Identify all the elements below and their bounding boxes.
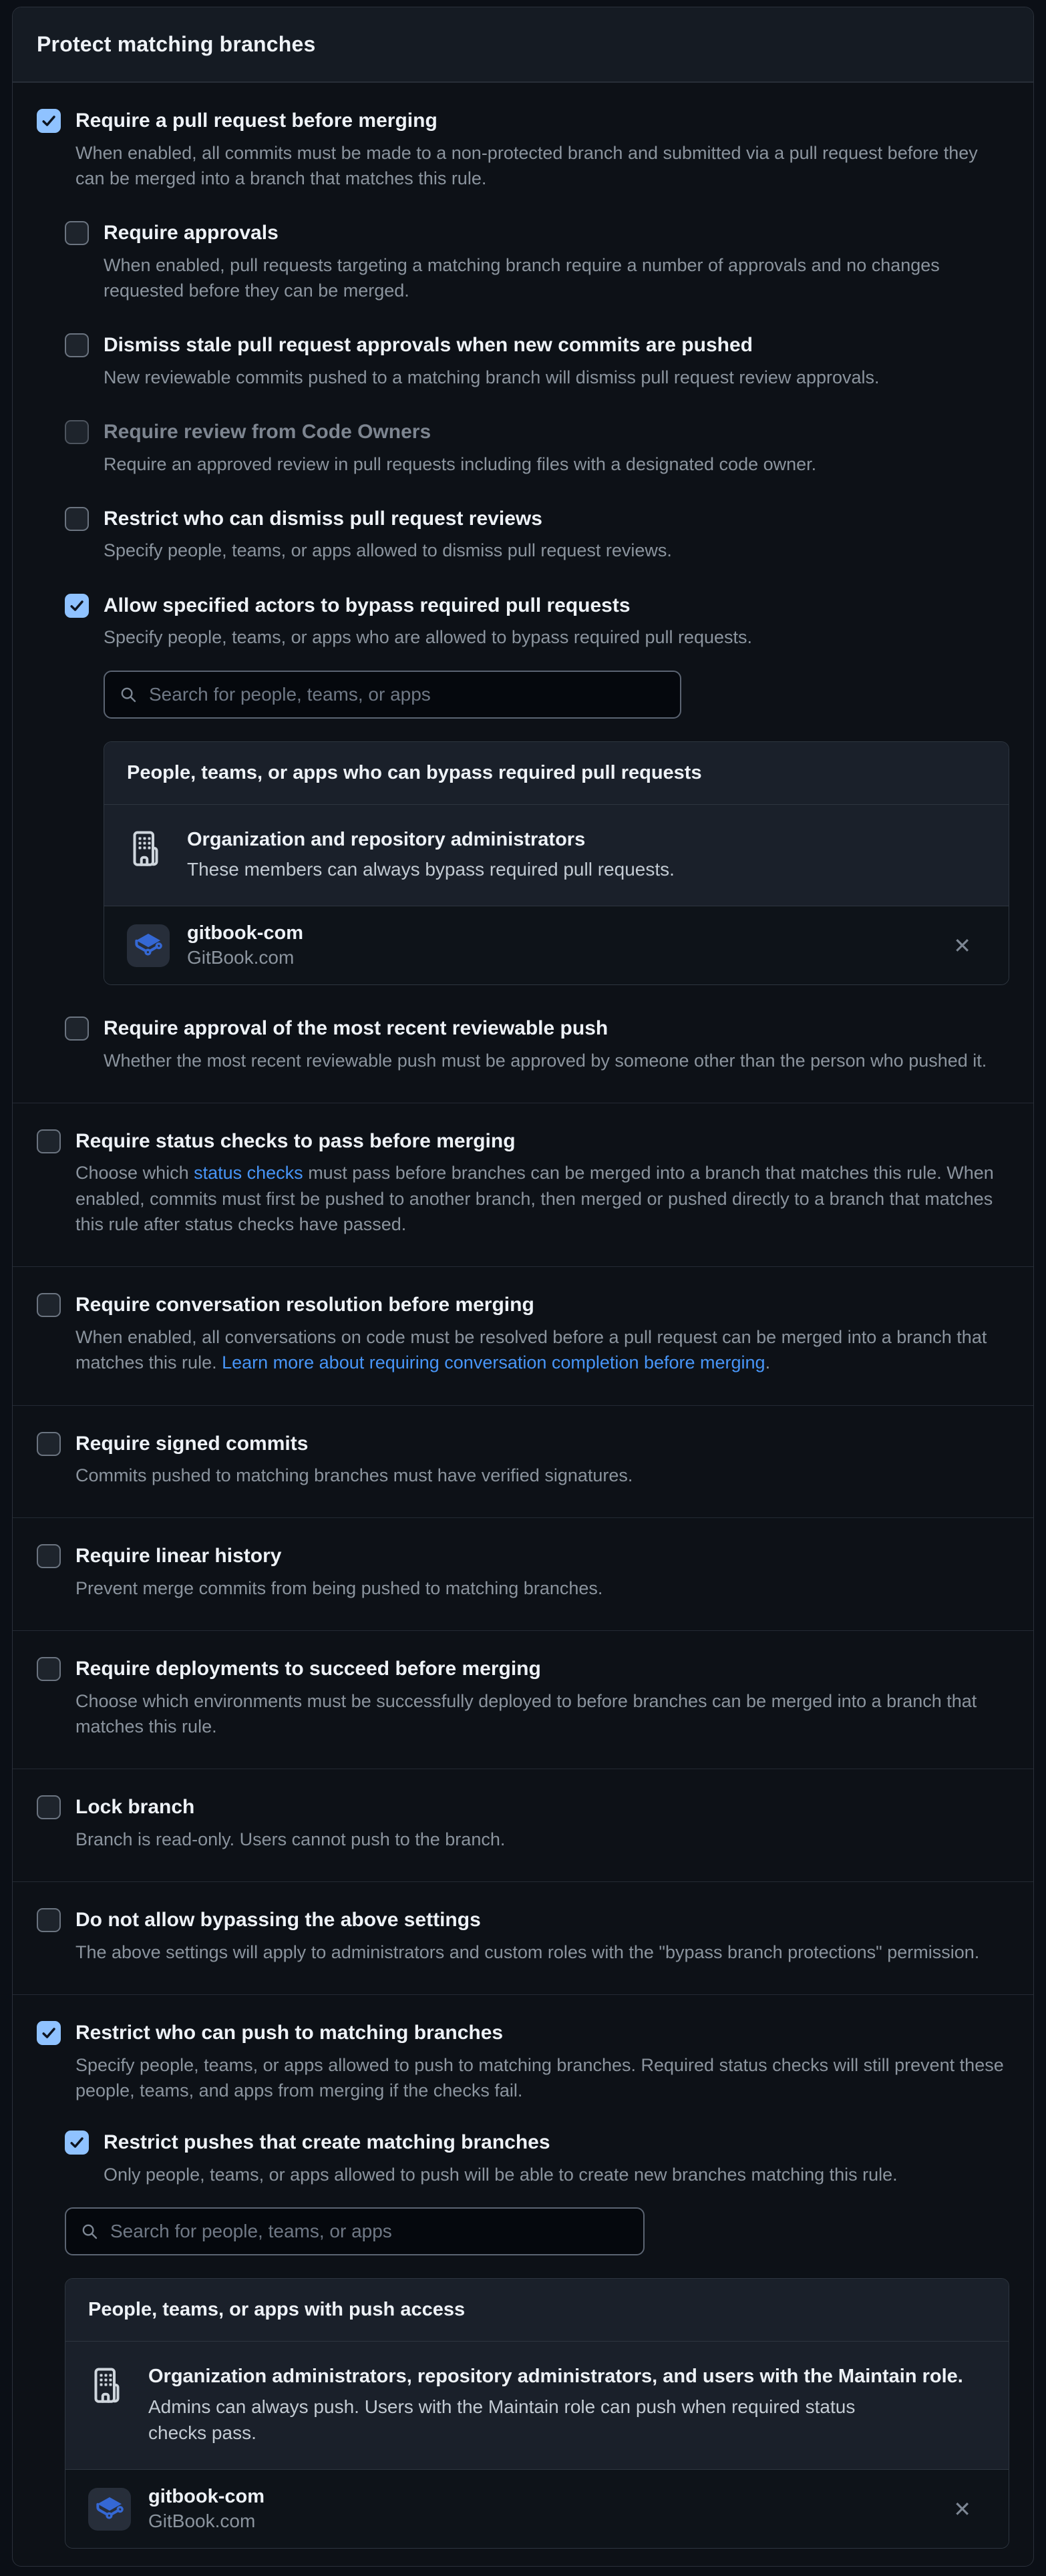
require-signed-commits-checkbox[interactable] (37, 1432, 61, 1456)
page-title: Protect matching branches (37, 32, 316, 56)
gitbook-avatar (88, 2488, 131, 2531)
section-require-status-checks (13, 1103, 1033, 1266)
section-restrict-push (13, 1994, 1033, 2566)
gitbook-avatar (127, 924, 170, 967)
option-title: Require signed commits (75, 1432, 309, 1455)
section-require-signed-commits (13, 1405, 1033, 1518)
row-description: Admins can always push. Users with the Maintain role can push when required status checks pass. (148, 2396, 856, 2444)
option-title: Dismiss stale pull request approvals when new commits are pushed (104, 334, 753, 357)
x-icon: ✕ (953, 933, 971, 958)
option-description: Commits pushed to matching branches must have verified signatures. (75, 1465, 633, 1486)
remove-gitbook-button[interactable] (938, 931, 986, 960)
option-description: Specify people, teams, or apps allowed to push to matching branches. Required status checks will still prevent these people, teams, and apps from merging if the checks fail. (75, 2054, 1004, 2100)
restrict-branch-creation-checkbox[interactable] (65, 2131, 89, 2155)
option-description: When enabled, pull requests targeting a matching branch require a number of approvals and no changes requested before they can be merged. (104, 254, 940, 301)
admin-bypass-row (104, 805, 1009, 906)
option-title: Require conversation resolution before merging (75, 1294, 534, 1316)
organization-icon (127, 829, 167, 869)
option-description: Only people, teams, or apps allowed to push will be able to create new branches matching this rule. (104, 2164, 898, 2185)
sub-option-restrict-dismissals (65, 506, 1009, 564)
search-icon (79, 2221, 100, 2241)
bypass-actors-panel (104, 741, 1009, 985)
dismiss-stale-approvals-checkbox[interactable] (65, 333, 89, 357)
conversation-learn-more-link[interactable]: Learn more about requiring conversation completion before merging (222, 1352, 765, 1373)
restrict-dismissals-checkbox[interactable] (65, 507, 89, 531)
option-title: Require review from Code Owners (104, 421, 431, 443)
require-pull-request-checkbox[interactable] (37, 109, 61, 133)
app-name: gitbook-com (187, 922, 303, 944)
allow-bypass-actors-checkbox[interactable] (65, 594, 89, 618)
bypass-actor-search-input[interactable] (148, 683, 667, 706)
protect-matching-branches-card (12, 7, 1034, 2567)
section-require-deployments (13, 1630, 1033, 1769)
option-description: Choose which status checks must pass before branches can be merged into a branch that matches this rule. When enabled, commits must first be pushed to another branch, then merged or pushed directly to a branch that matches this rule after status checks have passed. (75, 1163, 994, 1235)
sub-option-require-approvals (65, 220, 1009, 303)
organization-icon (88, 2366, 128, 2406)
option-title: Restrict who can dismiss pull request reviews (104, 507, 542, 530)
section-require-linear-history (13, 1517, 1033, 1630)
search-icon (118, 685, 138, 705)
row-title: Organization administrators, repository administrators, and users with the Maintain role. (148, 2365, 963, 2387)
require-deployments-checkbox[interactable] (37, 1657, 61, 1681)
push-access-panel (65, 2278, 1009, 2549)
sub-option-restrict-branch-creation (65, 2130, 1009, 2187)
option-description: Whether the most recent reviewable push must be approved by someone other than the person who pushed it. (104, 1050, 987, 1071)
option-description: Choose which environments must be successfully deployed to before branches can be merged into a branch that matches this rule. (75, 1690, 977, 1737)
require-approvals-checkbox[interactable] (65, 221, 89, 245)
restrict-push-sub-options (65, 2130, 1009, 2549)
option-title: Require approvals (104, 222, 279, 244)
option-description: When enabled, all commits must be made to a non-protected branch and submitted via a pull request before they can be merged into a branch that matches this rule. (75, 142, 978, 188)
option-title: Require status checks to pass before merging (75, 1129, 516, 1152)
option-title: Require linear history (75, 1545, 282, 1568)
option-description: Branch is read-only. Users cannot push to the branch. (75, 1829, 506, 1849)
row-title: Organization and repository administrators (187, 828, 586, 850)
section-lock-branch (13, 1769, 1033, 1881)
gitbook-logo-icon (133, 930, 164, 961)
option-title: Require approval of the most recent reviewable push (104, 1017, 608, 1040)
option-description: Prevent merge commits from being pushed to matching branches. (75, 1578, 603, 1598)
restrict-push-checkbox[interactable] (37, 2021, 61, 2045)
option-title: Require deployments to succeed before merging (75, 1658, 541, 1680)
sub-option-allow-bypass-actors (65, 593, 1009, 651)
sub-option-require-last-push-approval (65, 1016, 1009, 1073)
option-title: Restrict pushes that create matching branches (104, 2131, 550, 2154)
option-description: New reviewable commits pushed to a matching branch will dismiss pull request review approvals. (104, 367, 880, 387)
app-subtitle: GitBook.com (187, 947, 295, 968)
sub-option-dismiss-stale-approvals (65, 333, 1009, 390)
card-header (13, 7, 1033, 82)
option-description: Specify people, teams, or apps allowed to dismiss pull request reviews. (104, 540, 672, 561)
status-checks-link[interactable]: status checks (194, 1163, 303, 1183)
last-push-approval-checkbox[interactable] (65, 1017, 89, 1041)
push-access-search (65, 2207, 645, 2255)
gitbook-push-row (65, 2470, 1009, 2548)
remove-gitbook-button[interactable] (938, 2495, 986, 2524)
lock-branch-checkbox[interactable] (37, 1795, 61, 1819)
section-no-bypass (13, 1881, 1033, 1994)
row-description: These members can always bypass required pull requests. (187, 859, 675, 880)
bypass-actor-search (104, 671, 681, 719)
code-owner-review-checkbox[interactable] (65, 420, 89, 444)
panel-header: People, teams, or apps with push access (65, 2279, 1009, 2342)
require-conversation-resolution-checkbox[interactable] (37, 1293, 61, 1317)
app-subtitle: GitBook.com (148, 2511, 256, 2532)
option-title: Lock branch (75, 1796, 195, 1819)
require-linear-history-checkbox[interactable] (37, 1544, 61, 1568)
option-title: Require a pull request before merging (75, 110, 438, 132)
gitbook-bypass-row (104, 906, 1009, 984)
x-icon: ✕ (953, 2497, 971, 2521)
section-require-pull-request (13, 82, 1033, 1103)
push-access-search-input[interactable] (109, 2220, 630, 2243)
section-require-conversation-resolution (13, 1266, 1033, 1405)
admin-push-row (65, 2342, 1009, 2470)
option-description: When enabled, all conversations on code must be resolved before a pull request can be merged into a branch that matches this rule. Learn more about requiring conversation completion before merging. (75, 1326, 987, 1373)
option-title: Do not allow bypassing the above settings (75, 1909, 481, 1931)
option-description: The above settings will apply to administrators and custom roles with the "bypass branch protections" permission. (75, 1942, 980, 1962)
option-description: Specify people, teams, or apps who are allowed to bypass required pull requests. (104, 627, 753, 648)
pull-request-sub-options (65, 220, 1009, 1073)
option-title: Restrict who can push to matching branches (75, 2022, 504, 2044)
panel-header: People, teams, or apps who can bypass required pull requests (104, 742, 1009, 805)
require-status-checks-checkbox[interactable] (37, 1129, 61, 1153)
sub-option-require-code-owner-review (65, 419, 1009, 477)
app-name: gitbook-com (148, 2486, 265, 2508)
no-bypass-checkbox[interactable] (37, 1908, 61, 1932)
option-title: Allow specified actors to bypass required pull requests (104, 594, 631, 616)
option-description: Require an approved review in pull requests including files with a designated code owner. (104, 453, 817, 474)
gitbook-logo-icon (94, 2494, 125, 2525)
